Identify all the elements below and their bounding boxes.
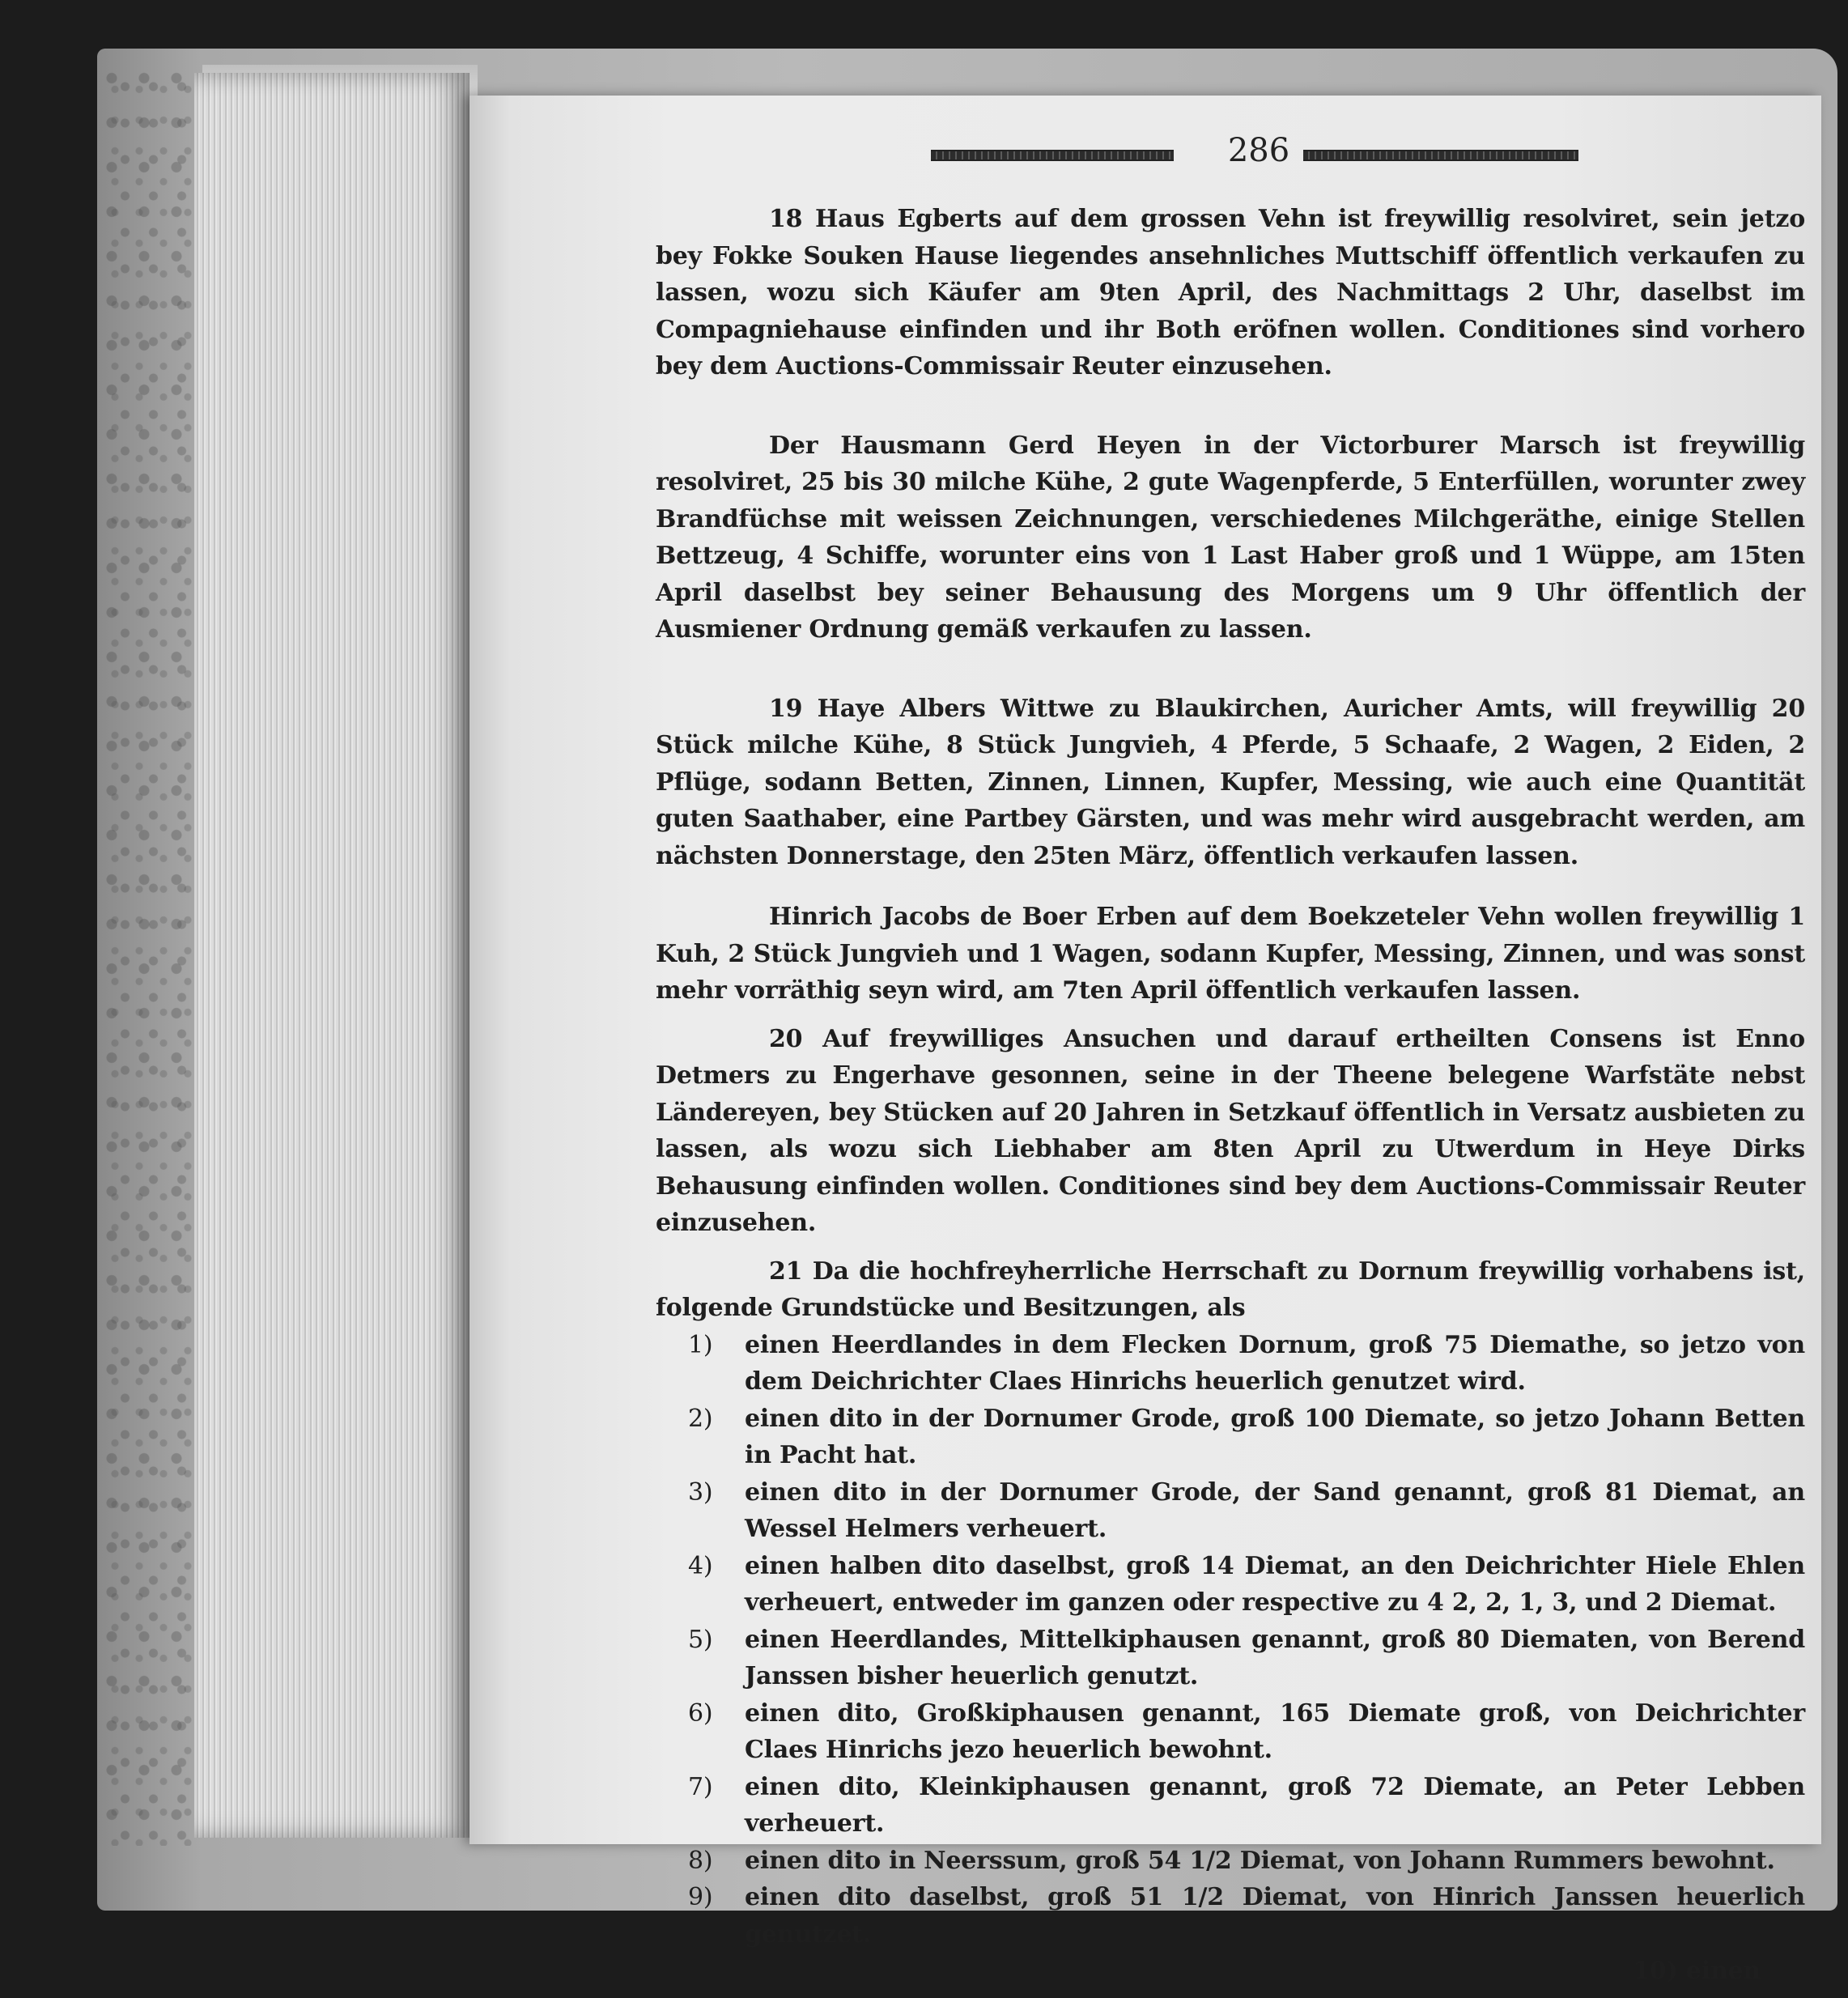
paragraph-18: 18 Haus Egberts auf dem grossen Vehn ist freywillig resolviret, sein jetzo bey Fokke Souken Hause liegendes ansehnliches Muttschiff öffentlich verkaufen zu lassen, wozu sich Käufer am 9ten April, des Nachmittags 2 Uhr, daselbst im Compagniehause einfinden und ihr Both eröfnen wollen. Conditiones sind vorhero bey dem Auctions-Commissair Reuter einzusehen. [656, 205, 1806, 380]
header-rule-right [1303, 150, 1578, 161]
list-item: 5) einen Heerdlandes, Mittelkiphausen genannt, groß 80 Diematen, von Berend Janssen bisher heuerlich genutzt. [688, 1625, 1805, 1690]
list-item: 4) einen halben dito daselbst, groß 14 Diemat, an den Deichrichter Hiele Ehlen verheuert, entweder im ganzen oder respective zu 4 2, 2, 1, 3, und 2 Diemat. [688, 1551, 1805, 1617]
paragraph-19: 19 Haye Albers Wittwe zu Blaukirchen, Auricher Amts, will freywillig 20 Stück milche Kühe, 8 Stück Jungvieh, 4 Pferde, 5 Schaafe, 2 Wagen, 2 Eiden, 2 Pflüge, sodann Betten, Zinnen, Linnen, Kupfer, Messing, wie auch eine Quantität guten Saathaber, eine Partbey Gärsten, und was mehr wird ausgebracht werden, am nächsten Donnerstage, den 25ten März, öffentlich verkaufen lassen. [656, 694, 1805, 870]
list-item: 7) einen dito, Kleinkiphausen genannt, groß 72 Diemate, an Peter Lebben verheuert. [688, 1772, 1805, 1838]
page-body [656, 201, 1805, 1990]
list-item: 1) einen Heerdlandes in dem Flecken Dornum, groß 75 Diemathe, so jetzo von dem Deichrichter Claes Hinrichs heuerlich genutzet wird. [688, 1330, 1805, 1396]
list-item: 2) einen dito in der Dornumer Grode, groß 100 Diemate, so jetzo Johann Betten in Pacht hat. [688, 1404, 1805, 1469]
page-edges-stack [194, 73, 469, 1838]
list-item: 6) einen dito, Großkiphausen genannt, 165 Diemate groß, von Deichrichter Claes Hinrichs jezo heuerlich bewohnt. [688, 1698, 1805, 1764]
paragraph-number: 19 [769, 694, 803, 723]
list-item: 3) einen dito in der Dornumer Grode, der Sand genannt, groß 81 Diemat, an Wessel Helmers verheuert. [688, 1477, 1805, 1543]
list-item: 9) einen dito daselbst, groß 51 1/2 Diemat, von Hinrich Janssen heuerlich genutzet. [688, 1883, 1805, 1949]
cover-speckles [105, 65, 202, 1846]
page-header [931, 132, 1821, 172]
header-rule-left [931, 150, 1174, 161]
catchword: 10) einen [1633, 1957, 1761, 1985]
paragraph-21: 21 Da die hochfreyherrliche Herrschaft zu Dornum freywillig vorhabens ist, folgende Grundstücke und Besitzungen, als [656, 1256, 1806, 1322]
paragraph-number: 21 [769, 1256, 803, 1286]
page-number: 286 [1227, 132, 1290, 169]
list-item: 8) einen dito in Neerssum, groß 54 1/2 Diemat, von Johann Rummers bewohnt. [688, 1846, 1775, 1875]
paragraph-20: 20 Auf freywilliges Ansuchen und darauf ertheilten Consens ist Enno Detmers zu Engerhave gesonnen, seine in der Theene belegene Warfstäte nebst Ländereyen, bey Stücken auf 20 Jahren in Setzkauf öffentlich in Versatz ausbieten zu lassen, als wozu sich Liebhaber am 8ten April zu Utwerdum in Heye Dirks Behausung einfinden wollen. Conditiones sind bey dem Auctions-Commissair Reuter einzusehen. [656, 1024, 1805, 1237]
property-list [656, 1327, 1805, 1953]
paragraph-number: 18 [769, 205, 803, 233]
paragraph-de-boer: Hinrich Jacobs de Boer Erben auf dem Boekzeteler Vehn wollen freywillig 1 Kuh, 2 Stück Jungvieh und 1 Wagen, sodann Kupfer, Messing, Zinnen, und was sonst mehr vorräthig seyn wird, am 7ten April öffentlich verkaufen lassen. [656, 903, 1805, 1005]
paragraph-number: 20 [769, 1024, 803, 1053]
paragraph-gerd-heyen: Der Hausmann Gerd Heyen in der Victorburer Marsch ist freywillig resolviret, 25 bis 30 milche Kühe, 2 gute Wagenpferde, 5 Enterfüllen, worunter zwey Brandfüchse mit weissen Zeichnungen, verschiedenes Milchgeräthe, einige Stellen Bettzeug, 4 Schiffe, worunter eins von 1 Last Haber groß und 1 Wüppe, am 15ten April daselbst bey seiner Behausung des Morgens um 9 Uhr öffentlich der Ausmiener Ordnung gemäß verkaufen zu lassen. [656, 431, 1805, 644]
printed-page [469, 96, 1821, 1985]
